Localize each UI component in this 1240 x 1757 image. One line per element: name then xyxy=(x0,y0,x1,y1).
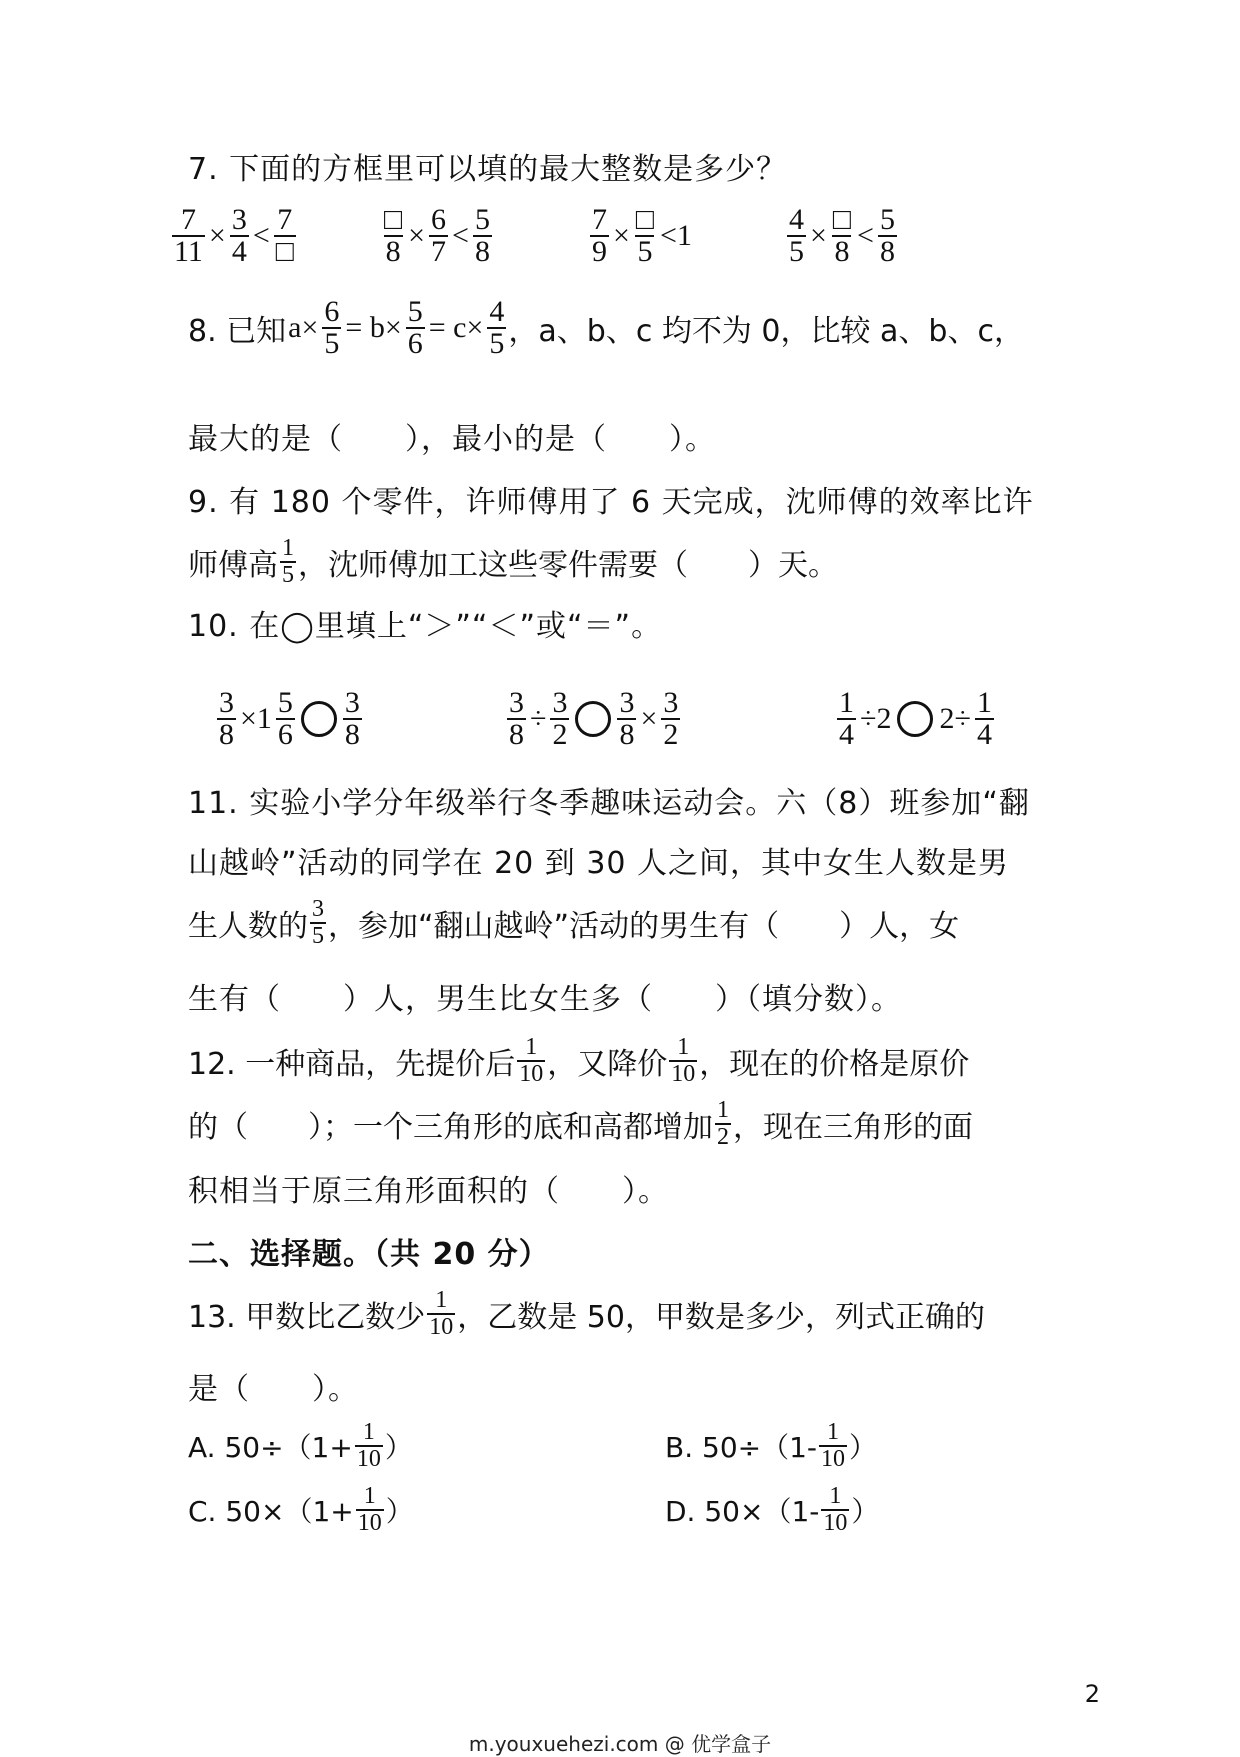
q11-line-2: 山越岭”活动的同学在 20 到 30 人之间，其中女生人数是男 xyxy=(188,846,1010,881)
fraction: $\frac{7}{11}$ xyxy=(174,203,203,268)
q11-line-3: 生人数的 $\frac{3}{5}$ ，参加“翻山越岭”活动的男生有（ ）人，女 xyxy=(188,896,960,949)
fraction: $\frac{1}{2}$ xyxy=(717,1097,729,1150)
q10-stem: 10. 在◯里填上“＞”“＜”或“＝”。 xyxy=(188,609,663,644)
q12-line-1: 12. 一种商品，先提价后 $\frac{1}{10}$ ，又降价 $\frac{1}{10}$ ，现在的价格是原价 xyxy=(188,1034,970,1087)
q12-line-3: 积相当于原三角形面积的（ ）。 xyxy=(188,1174,669,1209)
fraction: $\frac{3}{8}$ xyxy=(219,686,234,751)
q7-expr-3: $\frac{7}{9}$ × $\frac{□}{5}$ <1 xyxy=(592,203,692,268)
compare-circle[interactable] xyxy=(575,701,611,737)
q12-line-2: 的（ ）；一个三角形的底和高都增加 $\frac{1}{2}$ ，现在三角形的面 xyxy=(188,1097,973,1150)
fraction: $\frac{1}{10}$ xyxy=(671,1034,696,1087)
option-d[interactable]: D. 50×（1- $\frac{1}{10}$ ） xyxy=(665,1483,880,1536)
q13-line-1: 13. 甲数比乙数少 $\frac{1}{10}$ ，乙数是 50，甲数是多少，列式正确的 xyxy=(188,1287,985,1340)
fraction: $\frac{5}{8}$ xyxy=(879,203,895,268)
option-a[interactable]: A. 50÷（1+ $\frac{1}{10}$ ） xyxy=(188,1419,413,1472)
fraction: $\frac{1}{10}$ xyxy=(429,1287,454,1340)
q13-line-2: 是（ ）。 xyxy=(188,1372,359,1407)
fraction: $\frac{7}{□}$ xyxy=(275,203,294,268)
fraction: $\frac{1}{10}$ xyxy=(357,1483,382,1536)
q7-stem: 7. 下面的方框里可以填的最大整数是多少？ xyxy=(188,152,788,187)
fraction: $\frac{1}{4}$ xyxy=(839,686,854,751)
q10-expr-2: $\frac{3}{8}$ ÷ $\frac{3}{2}$ $\frac{3}{8}$ × $\frac{3}{2}$ xyxy=(509,686,679,751)
q7-expr-1: $\frac{7}{11}$ × $\frac{3}{4}$ < $\frac{7}{□}$ xyxy=(174,203,294,268)
fraction: $\frac{1}{5}$ xyxy=(282,535,294,588)
fraction: $\frac{5}{6}$ xyxy=(277,686,293,751)
fraction: $\frac{□}{8}$ xyxy=(384,203,403,268)
q11-line-4: 生有（ ）人，男生比女生多（ ）（填分数）。 xyxy=(188,982,902,1017)
compare-circle[interactable] xyxy=(301,701,337,737)
option-b[interactable]: B. 50÷（1- $\frac{1}{10}$ ） xyxy=(665,1419,878,1472)
fraction: $\frac{□}{8}$ xyxy=(832,203,852,268)
q7-expr-2: $\frac{□}{8}$ × $\frac{6}{7}$ < $\frac{5}{8}$ xyxy=(384,203,490,268)
q8-line-2: 最大的是（ ），最小的是（ ）。 xyxy=(188,422,716,457)
option-c[interactable]: C. 50×（1+ $\frac{1}{10}$ ） xyxy=(188,1483,414,1536)
fraction: $\frac{3}{8}$ xyxy=(344,686,360,751)
q7-expr-4: $\frac{4}{5}$ × $\frac{□}{8}$ < $\frac{5}{8}$ xyxy=(789,203,895,268)
page-number: 2 xyxy=(1084,1680,1100,1708)
fraction: $\frac{3}{8}$ xyxy=(509,686,524,751)
fraction: $\frac{6}{7}$ xyxy=(431,203,447,268)
fraction: $\frac{1}{10}$ xyxy=(823,1483,848,1536)
q9-line-1: 9. 有 180 个零件，许师傅用了 6 天完成，沈师傅的效率比许 xyxy=(188,485,1034,520)
fraction: $\frac{5}{6}$ xyxy=(407,295,423,360)
fraction: $\frac{5}{8}$ xyxy=(474,203,490,268)
fraction: $\frac{3}{5}$ xyxy=(312,896,324,949)
compare-circle[interactable] xyxy=(897,701,933,737)
fraction: $\frac{7}{9}$ xyxy=(592,203,607,268)
fraction: $\frac{6}{5}$ xyxy=(324,295,340,360)
fraction: $\frac{3}{2}$ xyxy=(663,686,679,751)
fraction: $\frac{1}{4}$ xyxy=(976,686,992,751)
q11-line-1: 11. 实验小学分年级举行冬季趣味运动会。六（8）班参加“翻 xyxy=(188,786,1030,821)
footer-watermark: m.youxuehezi.com @ 优学盒子 xyxy=(468,1732,772,1756)
q9-line-2: 师傅高 $\frac{1}{5}$ ，沈师傅加工这些零件需要（ ）天。 xyxy=(188,535,838,588)
section-heading: 二、选择题。（共 20 分） xyxy=(188,1237,550,1272)
fraction: $\frac{1}{10}$ xyxy=(821,1419,846,1472)
fraction: $\frac{1}{10}$ xyxy=(356,1419,381,1472)
q10-expr-1: $\frac{3}{8}$ ×1 $\frac{5}{6}$ $\frac{3}{8}$ xyxy=(219,686,360,751)
fraction: $\frac{4}{5}$ xyxy=(489,295,505,360)
fraction: $\frac{4}{5}$ xyxy=(789,203,804,268)
q8-line-1: 8. 已知 a× $\frac{6}{5}$ = b× $\frac{5}{6}$ = c× $\frac{4}{5}$ ，a、b、c 均不为 0，比较 a、b、c， xyxy=(188,295,1024,360)
fraction: $\frac{1}{10}$ xyxy=(519,1034,544,1087)
fraction: $\frac{□}{5}$ xyxy=(635,203,655,268)
fraction: $\frac{3}{2}$ xyxy=(552,686,568,751)
fraction: $\frac{3}{8}$ xyxy=(619,686,635,751)
fraction: $\frac{3}{4}$ xyxy=(231,203,247,268)
q10-expr-3: $\frac{1}{4}$ ÷2 2÷ $\frac{1}{4}$ xyxy=(839,686,992,751)
